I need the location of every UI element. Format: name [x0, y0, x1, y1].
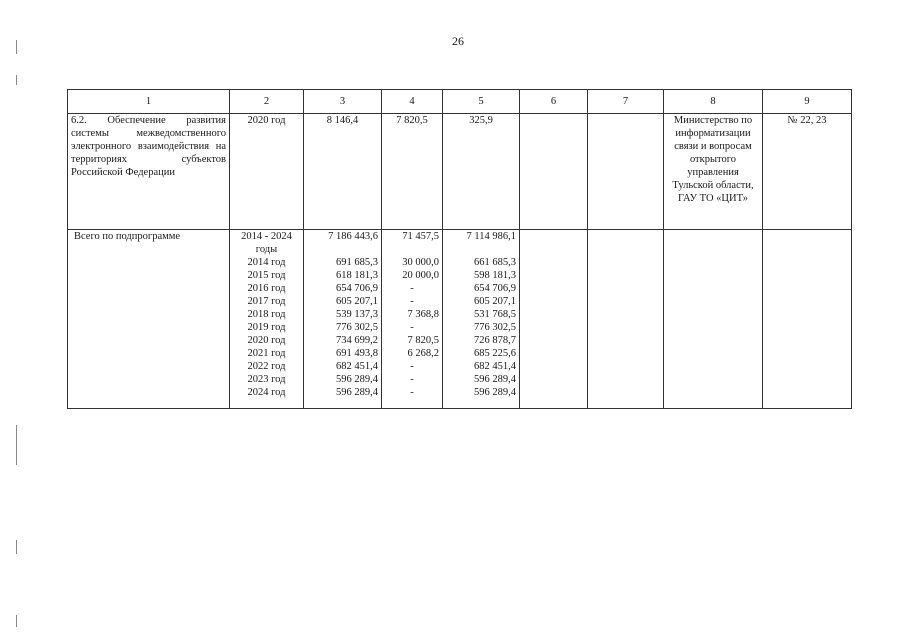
header-cell-6: 6 [520, 90, 588, 114]
year-line-2: 2015 год [247, 270, 286, 281]
total-name: Всего по подпрограмме [68, 230, 230, 409]
col3-value-2: 691 685,3 [336, 257, 378, 268]
total-col6 [520, 230, 588, 409]
year-line-8: 2021 год [247, 348, 286, 359]
task-col6 [520, 114, 588, 230]
year-line-3: 2016 год [247, 283, 286, 294]
year-line-4: 2017 год [247, 296, 286, 307]
col4-value-7: - [410, 322, 414, 333]
years-list [233, 230, 300, 399]
col4-value-12: - [410, 387, 414, 398]
year-line-11: 2024 год [247, 387, 286, 398]
task-indicator: № 22, 23 [763, 114, 852, 230]
total-col9 [763, 230, 852, 409]
total-col4 [382, 230, 443, 409]
col4-value-10: - [410, 361, 414, 372]
total-col5 [443, 230, 520, 409]
col3-value-6: 539 137,3 [336, 309, 378, 320]
task-row [68, 114, 852, 230]
col3-value-4: 654 706,9 [336, 283, 378, 294]
col5-value-2: 661 685,3 [474, 257, 516, 268]
total-col8 [664, 230, 763, 409]
col5-value-11: 596 289,4 [474, 374, 516, 385]
col4-value-4: - [410, 283, 414, 294]
task-executor: Министерство по информатизации связи и вопросам открытого управления Тульской области, ГАУ ТО «ЦИТ» [664, 114, 763, 230]
col5-value-5: 605 207,1 [474, 296, 516, 307]
col4-value-11: - [410, 374, 414, 385]
col5-value-3: 598 181,3 [474, 270, 516, 281]
col4-value-0: 71 457,5 [402, 231, 439, 242]
year-line-9: 2022 год [247, 361, 286, 372]
col3-value-0: 7 186 443,6 [328, 231, 378, 242]
col4-value-6: 7 368,8 [407, 309, 439, 320]
task-year: 2020 год [230, 114, 304, 230]
col5-value-9: 685 225,6 [474, 348, 516, 359]
header-cell-4: 4 [382, 90, 443, 114]
col3-value-11: 596 289,4 [336, 374, 378, 385]
header-cell-5: 5 [443, 90, 520, 114]
col3-value-1 [307, 243, 378, 256]
task-col5: 325,9 [443, 114, 520, 230]
year-line-1: 2014 год [247, 257, 286, 268]
col4-value-3: 20 000,0 [402, 270, 439, 281]
col4-value-8: 7 820,5 [407, 335, 439, 346]
col5-value-8: 726 878,7 [474, 335, 516, 346]
header-row [68, 90, 852, 114]
col3-value-8: 734 699,2 [336, 335, 378, 346]
page-number: 26 [452, 34, 464, 48]
col5-value-6: 531 768,5 [474, 309, 516, 320]
header-cell-2: 2 [230, 90, 304, 114]
year-line-7: 2020 год [247, 335, 286, 346]
col3-value-7: 776 302,5 [336, 322, 378, 333]
scan-artifact [16, 425, 17, 465]
year-line-0: 2014 - 2024 годы [241, 231, 292, 255]
scan-artifact [16, 540, 17, 554]
col4-value-2: 30 000,0 [402, 257, 439, 268]
scan-artifact [16, 75, 17, 85]
total-col7 [588, 230, 664, 409]
header-cell-9: 9 [763, 90, 852, 114]
task-name: 6.2. Обеспечение развития системы межведомственного электронного взаимодействия на территориях субъектов Российской Федерации [68, 114, 230, 230]
year-line-5: 2018 год [247, 309, 286, 320]
col5-list [446, 230, 516, 399]
col3-value-5: 605 207,1 [336, 296, 378, 307]
budget-table [67, 89, 852, 409]
col5-value-0: 7 114 986,1 [466, 231, 516, 242]
col4-value-5: - [410, 296, 414, 307]
year-line-6: 2019 год [247, 322, 286, 333]
task-col7 [588, 114, 664, 230]
header-cell-8: 8 [664, 90, 763, 114]
col5-value-1 [446, 243, 516, 256]
total-col3 [304, 230, 382, 409]
header-cell-3: 3 [304, 90, 382, 114]
col3-value-3: 618 181,3 [336, 270, 378, 281]
scan-artifact [16, 40, 17, 54]
col3-value-9: 691 493,8 [336, 348, 378, 359]
col3-value-12: 596 289,4 [336, 387, 378, 398]
total-row [68, 230, 852, 409]
col3-value-10: 682 451,4 [336, 361, 378, 372]
col4-list [385, 230, 439, 399]
total-years [230, 230, 304, 409]
col5-value-7: 776 302,5 [474, 322, 516, 333]
col5-value-10: 682 451,4 [474, 361, 516, 372]
year-line-10: 2023 год [247, 374, 286, 385]
col5-value-4: 654 706,9 [474, 283, 516, 294]
col4-value-9: 6 268,2 [407, 348, 439, 359]
col5-value-12: 596 289,4 [474, 387, 516, 398]
col3-list [307, 230, 378, 399]
task-col4: 7 820,5 [382, 114, 443, 230]
header-cell-1: 1 [68, 90, 230, 114]
scan-artifact [16, 615, 17, 627]
col4-value-1 [385, 243, 439, 256]
header-cell-7: 7 [588, 90, 664, 114]
task-col3: 8 146,4 [304, 114, 382, 230]
